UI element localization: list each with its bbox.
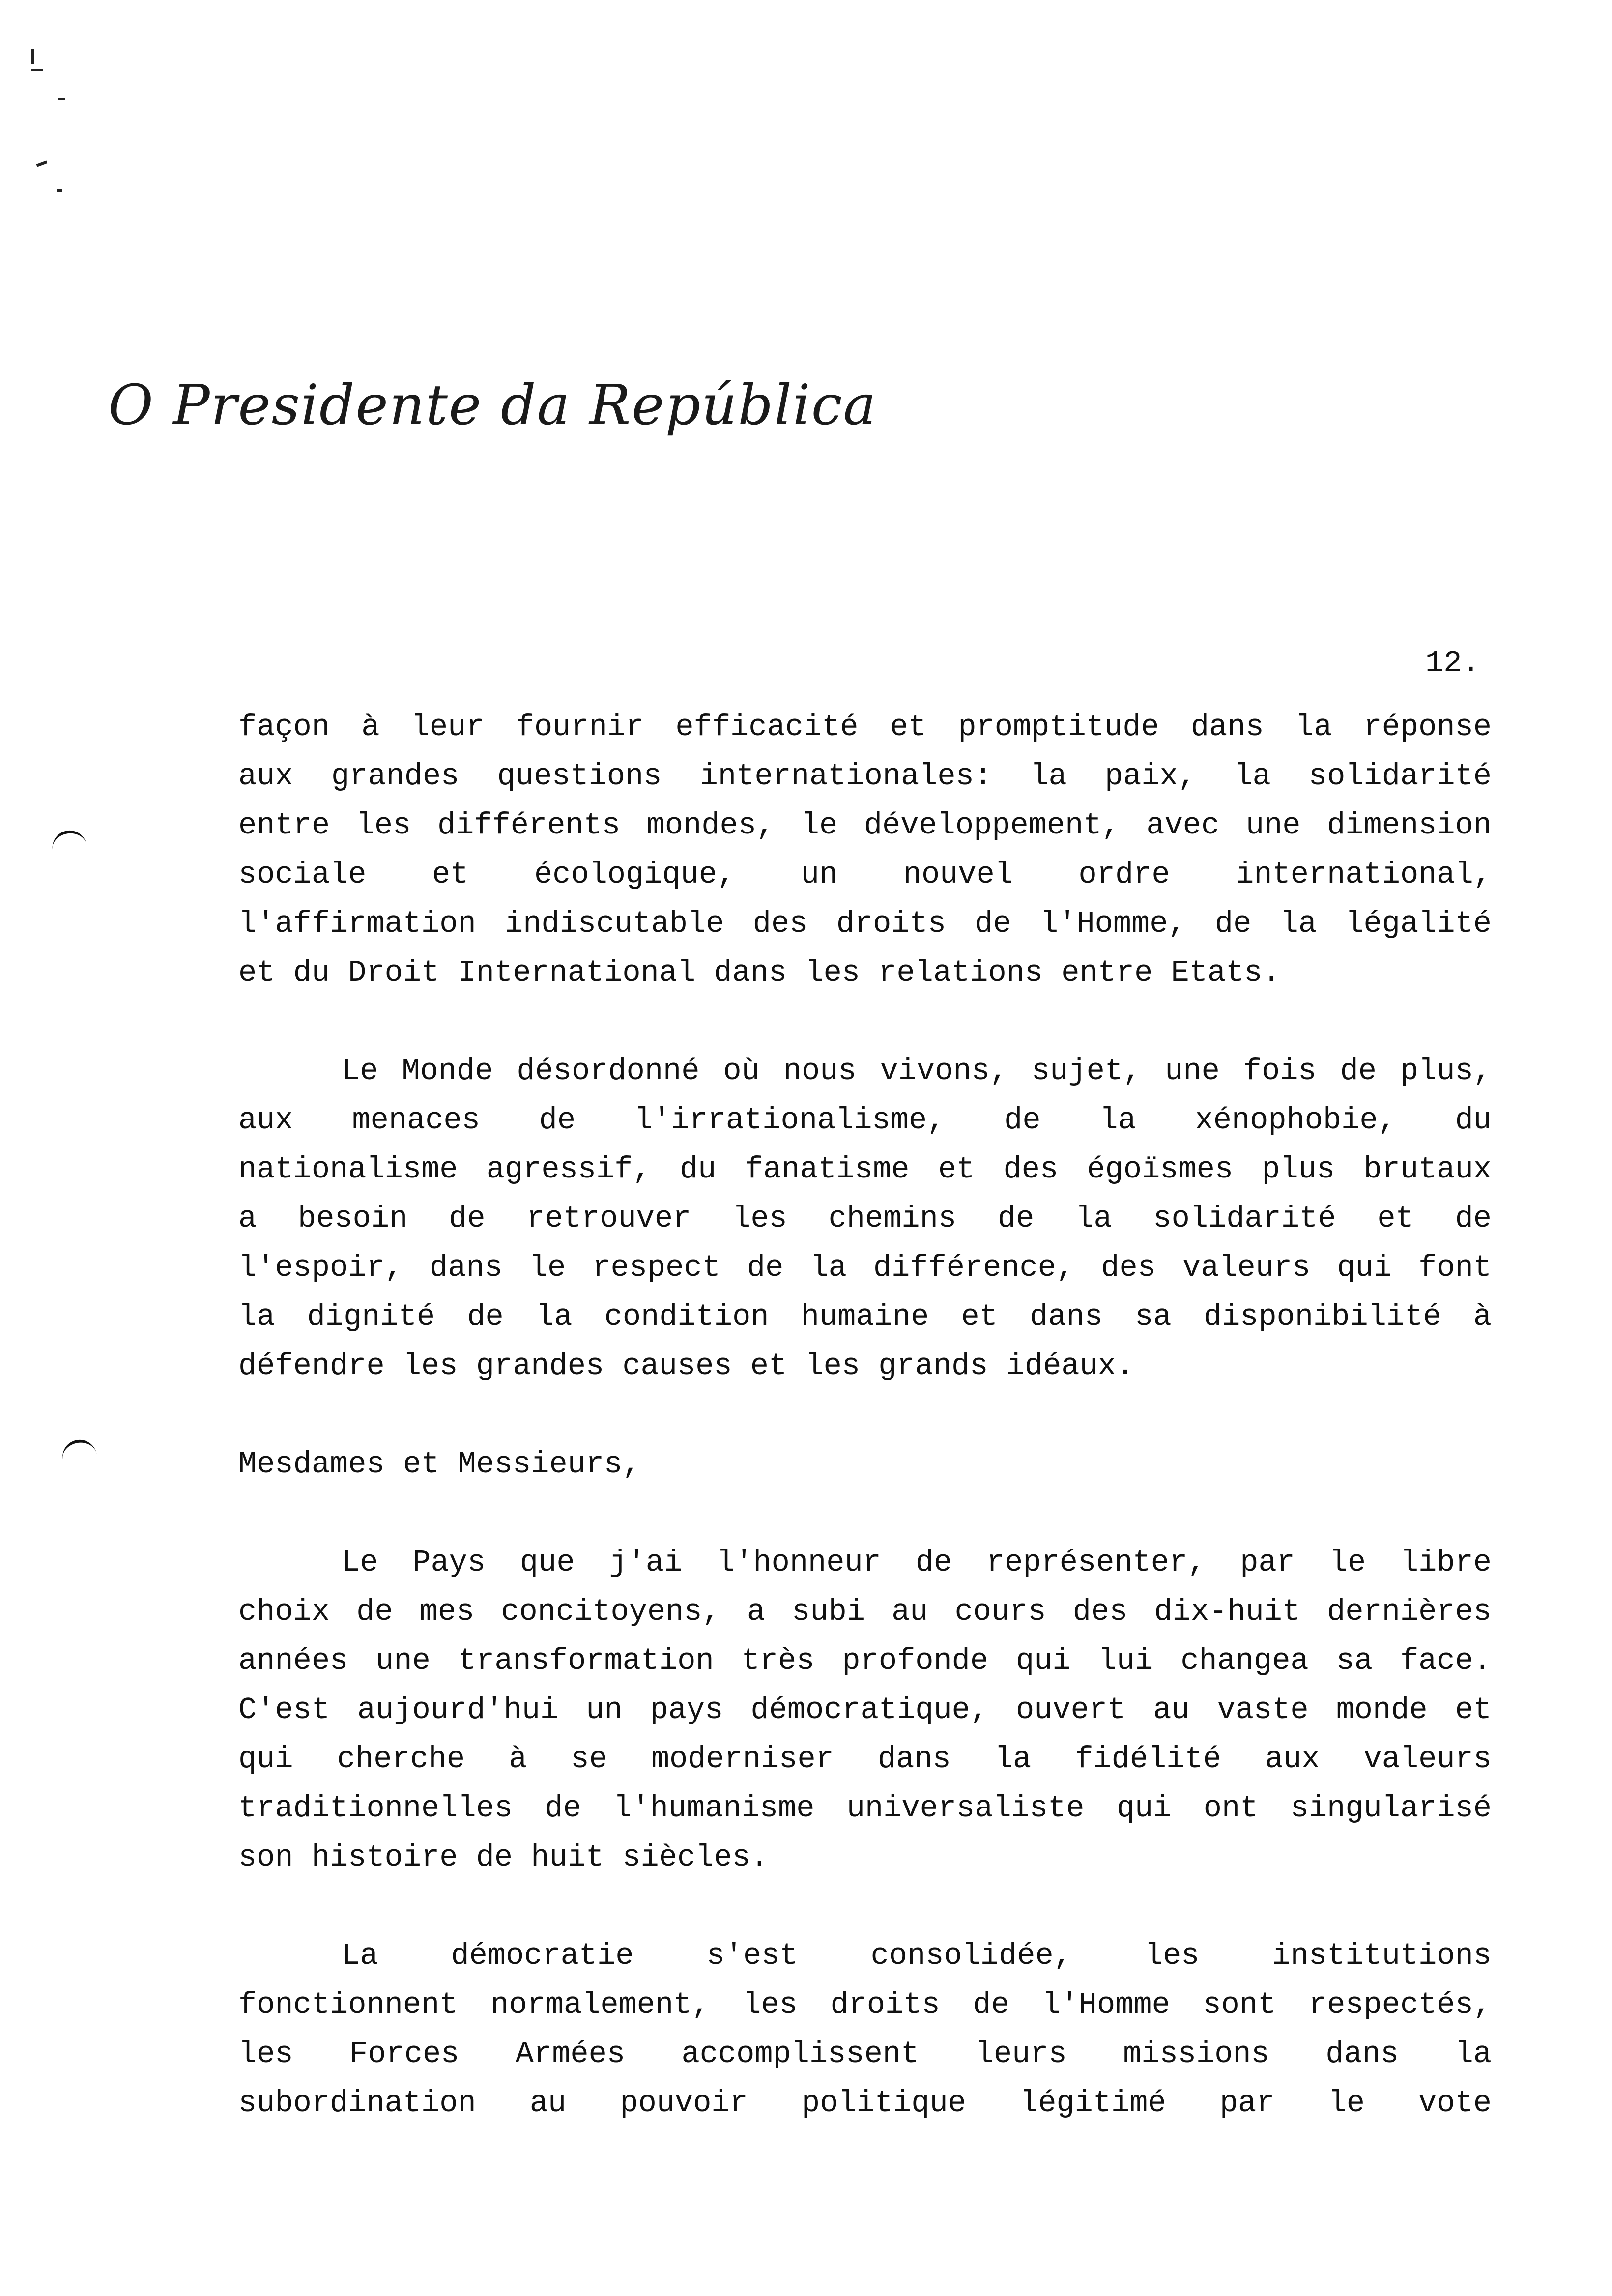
paragraph-line: la dignité de la condition humaine et dans sa disponibilité à [238, 1299, 1492, 1334]
paragraph-line: qui cherche à se moderniser dans la fidélité aux valeurs [238, 1742, 1492, 1777]
paragraph-line: nationalisme agressif, du fanatisme et des égoïsmes plus brutaux [238, 1152, 1492, 1187]
paragraph-line: son histoire de huit siècles. [238, 1840, 769, 1875]
paragraph-line: a besoin de retrouver les chemins de la solidarité et de [238, 1201, 1492, 1236]
paragraph-line: sociale et écologique, un nouvel ordre international, [238, 857, 1492, 892]
paragraph-2 [238, 1047, 1492, 1391]
paragraph-1 [238, 703, 1492, 998]
paragraph-line: l'affirmation indiscutable des droits de l'Homme, de la légalité [238, 906, 1492, 941]
paragraph-line: traditionnelles de l'humanisme universaliste qui ont singularisé [238, 1791, 1492, 1826]
paragraph-4 [238, 1931, 1492, 2128]
paragraph-line: et du Droit International dans les relations entre Etats. [238, 955, 1281, 990]
salutation [238, 1440, 1492, 1489]
letterhead-title: O Presidente da República [108, 373, 877, 437]
paragraph-line: défendre les grandes causes et les grands idéaux. [238, 1349, 1135, 1383]
paragraph-line: aux menaces de l'irrationalisme, de la xénophobie, du [238, 1103, 1492, 1138]
paragraph-3 [238, 1538, 1492, 1882]
corner-mark [31, 69, 43, 71]
paragraph-line: fonctionnent normalement, les droits de l'Homme sont respectés, [238, 1987, 1492, 2022]
corner-mark [57, 189, 62, 192]
paragraph-line: aux grandes questions internationales: la paix, la solidarité [238, 759, 1492, 794]
paragraph-line: C'est aujourd'hui un pays démocratique, ouvert au vaste monde et [238, 1693, 1492, 1727]
paragraph-line: Le Pays que j'ai l'honneur de représenter, par le libre [342, 1545, 1492, 1580]
page-number: 12. [1425, 646, 1480, 681]
margin-bracket-mark [50, 828, 87, 855]
paragraph-line: choix de mes concitoyens, a subi au cours des dix-huit dernières [238, 1594, 1492, 1629]
salutation-line: Mesdames et Messieurs, [238, 1447, 641, 1482]
corner-mark [58, 98, 65, 100]
paragraph-line: années une transformation très profonde qui lui changea sa face. [238, 1643, 1492, 1678]
paragraph-line: La démocratie s'est consolidée, les institutions [342, 1938, 1492, 1973]
paragraph-line: les Forces Armées accomplissent leurs missions dans la [238, 2037, 1492, 2071]
corner-mark [31, 49, 34, 64]
paragraph-line: entre les différents mondes, le développement, avec une dimension [238, 808, 1492, 843]
paragraph-line: façon à leur fournir efficacité et promptitude dans la réponse [238, 710, 1492, 745]
paragraph-line: subordination au pouvoir politique légitimé par le vote [238, 2086, 1492, 2121]
paragraph-line: Le Monde désordonné où nous vivons, sujet, une fois de plus, [342, 1054, 1492, 1089]
margin-bracket-mark [60, 1437, 98, 1465]
paragraph-line: l'espoir, dans le respect de la différence, des valeurs qui font [238, 1250, 1492, 1285]
corner-mark [36, 160, 48, 167]
